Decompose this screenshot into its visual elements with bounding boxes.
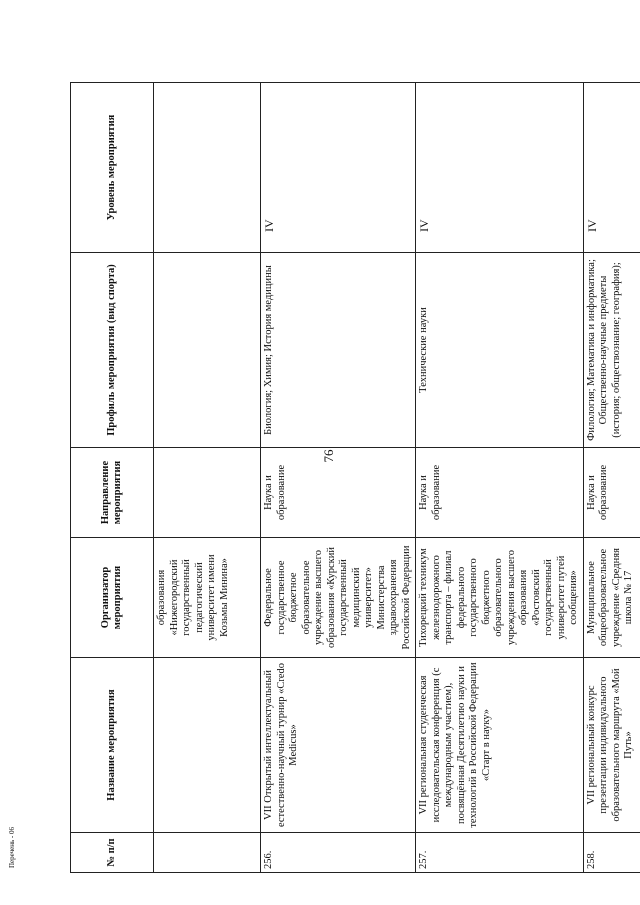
cell-direction	[154, 448, 261, 538]
cell-organizer: Тихорецкий техникум железнодорожного транспорта – филиал федерального государственного бюджетного образовательного учреждения высшего образования «Ростовский государственный университет путей сообщения»	[416, 538, 584, 658]
cell-direction: Наука и образование	[583, 448, 640, 538]
cell-profile: Технические науки	[416, 253, 584, 448]
footer-label: Перечень - 06	[8, 827, 16, 868]
rotated-table-container	[70, 83, 634, 873]
cell-direction: Наука и образование	[416, 448, 584, 538]
cell-level: IV	[416, 83, 584, 253]
table-header-row	[71, 83, 154, 873]
cell-name: VII Открытый интеллектуальный естественно-научный турнир «Credo Medicus»	[261, 658, 416, 833]
header-name: Название мероприятия	[71, 658, 154, 833]
cell-profile	[154, 253, 261, 448]
cell-num: 256.	[261, 833, 416, 873]
cell-num	[154, 833, 261, 873]
cell-organizer: Федеральное государственное бюджетное образовательное учреждение высшего образования «Курский государственный медицинский университет» Министерства здравоохранения Российской Федерации	[261, 538, 416, 658]
cell-name: VII региональная студенческая исследовательская конференция (с международным участием), посвящённая Десятилетию науки и технологий в Российской Федерации «Старт в науку»	[416, 658, 584, 833]
cell-level	[154, 83, 261, 253]
cell-num: 257.	[416, 833, 584, 873]
cell-direction: Наука и образование	[261, 448, 416, 538]
header-num: № п/п	[71, 833, 154, 873]
cell-organizer: Муниципальное общеобразовательное учреждение «Средняя школа № 17	[583, 538, 640, 658]
table-row	[154, 83, 261, 873]
cell-level: IV	[261, 83, 416, 253]
header-organizer: Организатор мероприятия	[71, 538, 154, 658]
table-row	[416, 83, 584, 873]
cell-level: IV	[583, 83, 640, 253]
cell-name: VII региональный конкурс презентации индивидуального образовательного маршрута «Мой Путь»	[583, 658, 640, 833]
cell-profile: Филология; Математика и информатика; Общественно-научные предметы (история; обществознание; география);	[583, 253, 640, 448]
header-level: Уровень мероприятия	[71, 83, 154, 253]
events-table	[70, 82, 640, 873]
table-row	[583, 83, 640, 873]
cell-num: 258.	[583, 833, 640, 873]
page-number: 76	[321, 449, 336, 463]
table-row	[261, 83, 416, 873]
cell-organizer: образования «Нижегородский государственный педагогический университет имени Козьмы Минина»	[154, 538, 261, 658]
cell-profile: Биология; Химия; История медицины	[261, 253, 416, 448]
header-direction: Направление мероприятия	[71, 448, 154, 538]
header-profile: Профиль мероприятия (вид спорта)	[71, 253, 154, 448]
cell-name	[154, 658, 261, 833]
